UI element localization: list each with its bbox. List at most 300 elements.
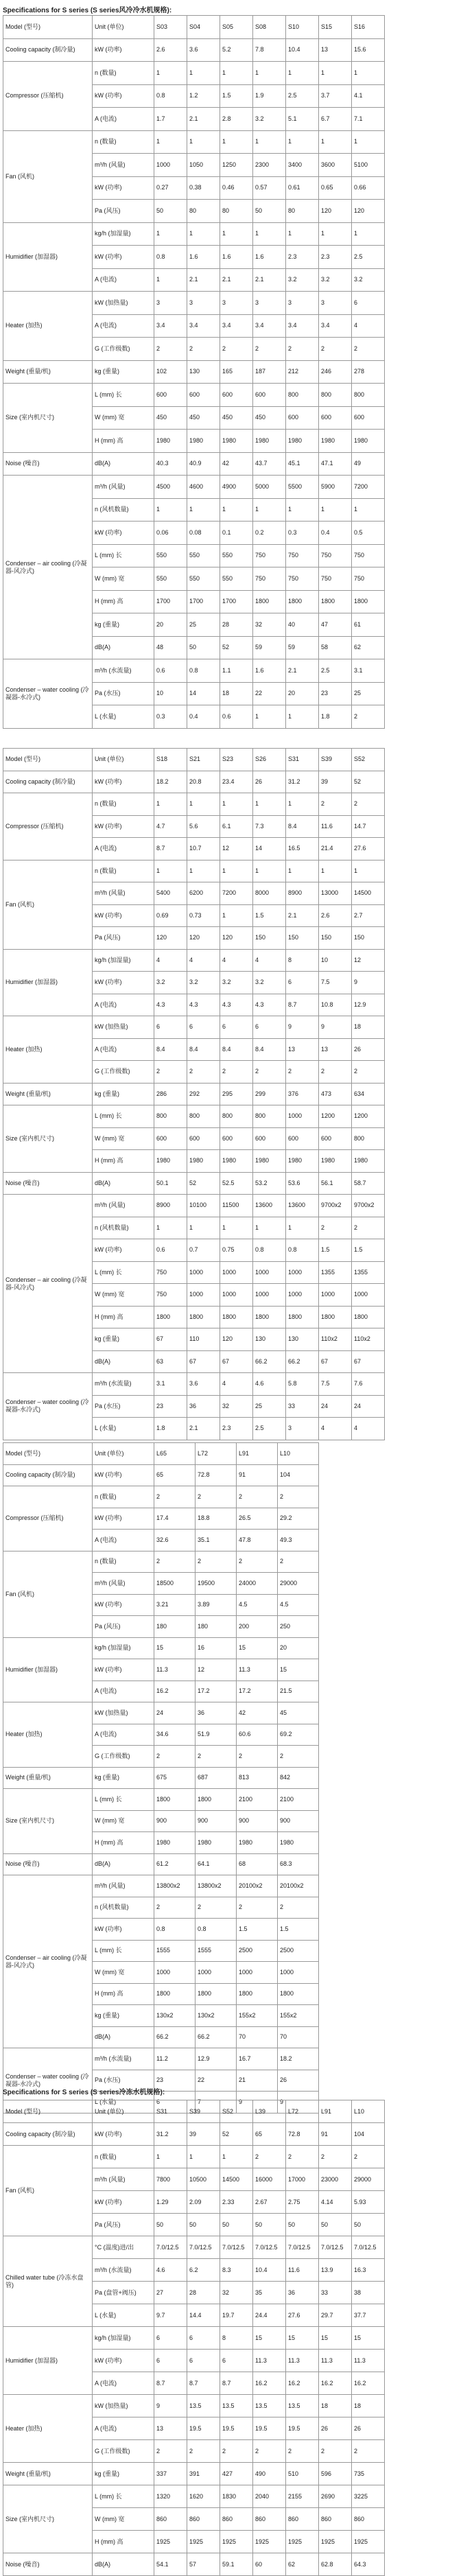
value-cell: 1.5 [278,1919,319,1941]
value-cell: 1800 [253,590,286,613]
unit-cell: kg/h (加湿量) [93,949,154,972]
value-cell: 1000 [286,1284,319,1307]
value-cell: 2.1 [187,1418,220,1440]
value-cell: 53.2 [253,1172,286,1195]
value-cell: 2.3 [286,246,319,269]
unit-cell: W (mm) 宽 [93,1127,154,1150]
value-cell: 600 [220,384,253,407]
value-cell: 3.4 [286,314,319,338]
value-cell: 61.2 [154,1853,196,1875]
model-column-header: S31 [286,749,319,771]
value-cell: 750 [154,1261,187,1284]
model-column-header: L10 [352,2100,385,2123]
value-cell: 510 [286,2463,319,2485]
value-cell: 1200 [352,1105,385,1128]
unit-cell: kW (功率) [93,1659,154,1681]
value-cell: 52 [220,2123,253,2146]
value-cell: 12.9 [196,2048,237,2070]
value-cell: 1980 [352,430,385,453]
value-cell: 33 [319,2282,352,2304]
value-cell: 10100 [187,1195,220,1217]
category-label: Fan (风机) [3,1551,93,1637]
category-label: Cooling capacity (制冷量) [3,771,93,793]
value-cell: 1800 [220,1306,253,1328]
value-cell: 2.6 [319,904,352,927]
value-cell: 28 [187,2282,220,2304]
value-cell: 15 [253,2327,286,2350]
value-cell: 1800 [187,1306,220,1328]
model-column-header: S52 [220,2100,253,2123]
value-cell: 72.8 [196,1464,237,1486]
value-cell: 1800 [286,590,319,613]
value-cell: 1980 [286,1150,319,1173]
value-cell: 1980 [253,1150,286,1173]
unit-cell: kW (功率) [93,2123,154,2146]
unit-cell: H (mm) 高 [93,1150,154,1173]
unit-cell: W (mm) 宽 [93,406,154,430]
value-cell: 1980 [237,1832,278,1854]
value-cell: 32 [220,2282,253,2304]
value-cell: 2.5 [352,246,385,269]
value-cell: 1 [220,62,253,85]
unit-cell: °C (温度)进/出 [93,2236,154,2259]
value-cell: 0.6 [220,705,253,729]
value-cell: 212 [286,360,319,384]
value-cell: 39 [319,771,352,793]
value-cell: 8.3 [220,2259,253,2282]
value-cell: 2100 [278,1789,319,1811]
unit-cell: G (工作级数) [93,1746,154,1768]
value-cell: 6 [187,2327,220,2350]
value-cell: 15 [154,1637,196,1659]
value-cell: 0.65 [319,176,352,200]
value-cell: 1000 [278,1962,319,1984]
value-cell: 600 [187,384,220,407]
value-cell: 750 [253,544,286,567]
value-cell: 14 [253,838,286,860]
value-cell: 4600 [187,476,220,499]
value-cell: 91 [319,2123,352,2146]
table-row [3,1105,385,1128]
value-cell: 0.6 [154,659,187,683]
unit-cell: A (电流) [93,994,154,1016]
value-cell: 2 [187,2440,220,2463]
value-cell: 2.1 [187,268,220,292]
value-cell: 16 [196,1637,237,1659]
value-cell: 8 [286,949,319,972]
value-cell: 1000 [154,154,187,177]
value-cell: 1.6 [253,659,286,683]
table-row [3,949,385,972]
value-cell: 130 [253,1328,286,1351]
unit-cell: kW (功率) [93,84,154,108]
value-cell: 2 [237,1746,278,1768]
value-cell: 2 [253,2146,286,2168]
value-cell: 50 [154,200,187,223]
value-cell: 600 [286,1127,319,1150]
unit-cell: L (mm) 长 [93,1789,154,1811]
value-cell: 1000 [286,1105,319,1128]
spec-table-s-series-large [3,748,385,1440]
value-cell: 24 [352,1395,385,1418]
value-cell: 21 [237,2070,278,2092]
value-cell: 0.57 [253,176,286,200]
value-cell: 1 [187,793,220,816]
value-cell: 1000 [187,1261,220,1284]
value-cell: 1 [220,1217,253,1239]
value-cell: 6.7 [319,108,352,131]
value-cell: 11.2 [154,2048,196,2070]
value-cell: 33 [286,1395,319,1418]
value-cell: 36 [187,1395,220,1418]
value-cell: 12 [352,949,385,972]
value-cell: 1555 [154,1940,196,1962]
value-cell: 4.5 [237,1594,278,1616]
value-cell: 58 [319,636,352,659]
category-label: Humidifier (加湿器) [3,949,93,1016]
value-cell: 860 [220,2508,253,2531]
value-cell: 0.5 [352,522,385,545]
value-cell: 813 [237,1767,278,1789]
value-cell: 23 [154,2070,196,2092]
value-cell: 31.2 [286,771,319,793]
value-cell: 4 [352,314,385,338]
value-cell: 60 [253,2553,286,2576]
value-cell: 9 [352,972,385,994]
value-cell: 39 [187,2123,220,2146]
model-column-header: L72 [286,2100,319,2123]
value-cell: 5.2 [220,38,253,62]
value-cell: 16.3 [352,2259,385,2282]
value-cell: 187 [253,360,286,384]
value-cell: 37.7 [352,2304,385,2327]
value-cell: 9.7 [154,2304,187,2327]
value-cell: 1800 [196,1983,237,2005]
value-cell: 19.7 [220,2304,253,2327]
category-label: Weight (重量/机) [3,2463,93,2485]
value-cell: 4.6 [253,1373,286,1396]
value-cell: 9 [286,1016,319,1039]
unit-header: Unit (单位) [93,2100,154,2123]
value-cell: 5.6 [187,815,220,838]
value-cell: 26 [253,771,286,793]
value-cell: 14 [187,682,220,705]
value-cell: 10 [154,682,187,705]
unit-cell: m³/h (水流量) [93,1373,154,1396]
value-cell: 1925 [352,2531,385,2553]
value-cell: 596 [319,2463,352,2485]
value-cell: 1 [187,498,220,522]
spec-table-l-series [3,1442,319,2114]
value-cell: 1800 [196,1789,237,1811]
value-cell: 20.8 [187,771,220,793]
value-cell: 64.1 [196,1853,237,1875]
value-cell: 64.3 [352,2553,385,2576]
value-cell: 35 [253,2282,286,2304]
value-cell: 1980 [319,1150,352,1173]
value-cell: 1 [154,1217,187,1239]
value-cell: 50 [187,636,220,659]
value-cell: 13.5 [187,2395,220,2417]
value-cell: 110x2 [352,1328,385,1351]
value-cell: 800 [352,384,385,407]
value-cell: 16.7 [237,2048,278,2070]
value-cell: 3.4 [187,314,220,338]
unit-header: Unit (单位) [93,1443,154,1465]
value-cell: 6.2 [187,2259,220,2282]
unit-cell: H (mm) 高 [93,590,154,613]
value-cell: 1 [154,860,187,882]
value-cell: 18.8 [196,1508,237,1530]
value-cell: 1 [253,705,286,729]
value-cell: 54.1 [154,2553,187,2576]
value-cell: 1 [253,222,286,246]
value-cell: 4 [220,1373,253,1396]
value-cell: 4 [220,949,253,972]
value-cell: 15 [278,1659,319,1681]
table-row [3,1551,319,1573]
value-cell: 2.75 [286,2191,319,2214]
value-cell: 13.9 [319,2259,352,2282]
value-cell: 1200 [319,1105,352,1128]
value-cell: 1 [154,62,187,85]
model-column-header: S15 [319,16,352,39]
table-row [3,1083,385,1105]
value-cell: 0.8 [253,1239,286,1262]
unit-cell: A (电流) [93,1681,154,1702]
value-cell: 900 [278,1810,319,1832]
value-cell: 3400 [286,154,319,177]
value-cell: 800 [352,1127,385,1150]
value-cell: 3.89 [196,1594,237,1616]
value-cell: 1.2 [187,84,220,108]
value-cell: 2 [253,338,286,361]
value-cell: 0.08 [187,522,220,545]
value-cell: 7.0/12.5 [220,2236,253,2259]
unit-cell: Pa (风压) [93,1616,154,1638]
value-cell: 6 [352,292,385,315]
value-cell: 1 [352,860,385,882]
value-cell: 860 [286,2508,319,2531]
value-cell: 18 [220,682,253,705]
value-cell: 1 [187,1217,220,1239]
value-cell: 2100 [237,1789,278,1811]
model-column-header: S16 [352,16,385,39]
value-cell: 18 [352,2395,385,2417]
value-cell: 7800 [154,2168,187,2191]
category-label: Weight (重量/机) [3,360,93,384]
value-cell: 2.1 [187,108,220,131]
value-cell: 1355 [352,1261,385,1284]
value-cell: 16.2 [352,2372,385,2395]
model-column-header: L65 [154,1443,196,1465]
value-cell: 278 [352,360,385,384]
value-cell: 2 [352,2146,385,2168]
unit-cell: kW (功率) [93,176,154,200]
value-cell: 1800 [154,1306,187,1328]
value-cell: 299 [253,1083,286,1105]
value-cell: 36 [286,2282,319,2304]
unit-cell: Pa (风压) [93,2214,154,2236]
value-cell: 52 [220,636,253,659]
value-cell: 50 [187,2214,220,2236]
unit-cell: kW (功率) [93,2191,154,2214]
value-cell: 50 [154,2214,187,2236]
value-cell: 0.8 [187,659,220,683]
unit-cell: G (工作级数) [93,338,154,361]
value-cell: 7.6 [352,1373,385,1396]
value-cell: 9 [154,2395,187,2417]
value-cell: 5900 [319,476,352,499]
value-cell: 104 [352,2123,385,2146]
unit-cell: n (数量) [93,1551,154,1573]
unit-cell: m³/h (水流量) [93,2048,154,2070]
value-cell: 104 [278,1464,319,1486]
value-cell: 16.2 [319,2372,352,2395]
value-cell: 1.5 [220,84,253,108]
unit-cell: dB(A) [93,2026,154,2048]
value-cell: 7.0/12.5 [352,2236,385,2259]
value-cell: 450 [220,406,253,430]
category-label: Chilled water tube (冷冻水盘管) [3,2236,93,2327]
unit-cell: L (水量) [93,1418,154,1440]
value-cell: 7200 [220,882,253,905]
value-cell: 13 [319,1038,352,1061]
value-cell: 5400 [154,882,187,905]
value-cell: 24.4 [253,2304,286,2327]
unit-cell: L (mm) 长 [93,1261,154,1284]
value-cell: 7.5 [319,972,352,994]
unit-cell: n (风机数量) [93,498,154,522]
value-cell: 180 [196,1616,237,1638]
value-cell: 3.1 [154,1373,187,1396]
value-cell: 13800x2 [196,1875,237,1897]
value-cell: 15.6 [352,38,385,62]
value-cell: 5500 [286,476,319,499]
unit-cell: A (电流) [93,268,154,292]
value-cell: 7.0/12.5 [253,2236,286,2259]
value-cell: 2.7 [352,904,385,927]
unit-cell: kg (重量) [93,1083,154,1105]
value-cell: 29000 [278,1573,319,1595]
value-cell: 2 [286,338,319,361]
value-cell: 110 [187,1328,220,1351]
value-cell: 18 [352,1016,385,1039]
value-cell: 7.0/12.5 [187,2236,220,2259]
value-cell: 1800 [154,1789,196,1811]
unit-cell: W (mm) 宽 [93,1284,154,1307]
value-cell: 1.6 [187,246,220,269]
value-cell: 3.4 [319,314,352,338]
value-cell: 23 [319,682,352,705]
value-cell: 1 [220,498,253,522]
value-cell: 1 [286,705,319,729]
table-row [3,1767,319,1789]
value-cell: 860 [154,2508,187,2531]
value-cell: 1000 [319,1284,352,1307]
value-cell: 8.4 [187,1038,220,1061]
value-cell: 26 [278,2070,319,2092]
value-cell: 0.8 [154,246,187,269]
value-cell: 0.3 [154,705,187,729]
value-cell: 67 [220,1350,253,1373]
value-cell: 1 [286,1217,319,1239]
value-cell: 3 [220,292,253,315]
table-row [3,452,385,476]
value-cell: 0.69 [154,904,187,927]
value-cell: 130x2 [196,2005,237,2027]
value-cell: 250 [278,1616,319,1638]
value-cell: 1320 [154,2485,187,2508]
value-cell: 35.1 [196,1530,237,1552]
value-cell: 1.5 [319,1239,352,1262]
unit-cell: A (电流) [93,1038,154,1061]
value-cell: 2 [154,1061,187,1084]
table-row [3,2146,385,2168]
value-cell: 1355 [319,1261,352,1284]
unit-cell: n (风机数量) [93,1897,154,1919]
model-column-header: L91 [319,2100,352,2123]
value-cell: 9 [319,1016,352,1039]
value-cell: 8000 [253,882,286,905]
value-cell: 13 [154,2417,187,2440]
value-cell: 13.5 [220,2395,253,2417]
value-cell: 70 [278,2026,319,2048]
value-cell: 52.5 [220,1172,253,1195]
unit-cell: A (电流) [93,108,154,131]
unit-cell: L (水量) [93,705,154,729]
unit-cell: dB(A) [93,1172,154,1195]
value-cell: 600 [286,406,319,430]
value-cell: 19.5 [253,2417,286,2440]
value-cell: 2 [286,2440,319,2463]
value-cell: 4.7 [154,815,187,838]
value-cell: 1000 [220,1284,253,1307]
category-label: Condenser – air cooling (冷凝器-风冷式) [3,1195,93,1373]
value-cell: 1980 [286,430,319,453]
unit-cell: n (数量) [93,1486,154,1508]
value-cell: 2 [154,1486,196,1508]
value-cell: 17.2 [196,1681,237,1702]
value-cell: 295 [220,1083,253,1105]
value-cell: 15 [286,2327,319,2350]
value-cell: 3 [253,292,286,315]
unit-cell: kW (功率) [93,2350,154,2372]
unit-cell: A (电流) [93,314,154,338]
value-cell: 8.7 [154,2372,187,2395]
value-cell: 1980 [220,430,253,453]
value-cell: 3.2 [154,972,187,994]
table-row [3,292,385,315]
value-cell: 1620 [187,2485,220,2508]
value-cell: 26 [319,2417,352,2440]
unit-cell: L (mm) 长 [93,384,154,407]
value-cell: 10500 [187,2168,220,2191]
value-cell: 1 [154,222,187,246]
value-cell: 9700x2 [319,1195,352,1217]
value-cell: 130 [187,360,220,384]
value-cell: 1000 [220,1261,253,1284]
category-label: Size (室内机尺寸) [3,2485,93,2553]
category-label: Noise (噪音) [3,1172,93,1195]
unit-cell: Pa (风压) [93,927,154,950]
value-cell: 490 [253,2463,286,2485]
unit-cell: W (mm) 宽 [93,1962,154,1984]
unit-cell: A (电流) [93,1724,154,1746]
value-cell: 19500 [196,1573,237,1595]
unit-cell: kW (加热量) [93,1016,154,1039]
value-cell: 1 [319,62,352,85]
